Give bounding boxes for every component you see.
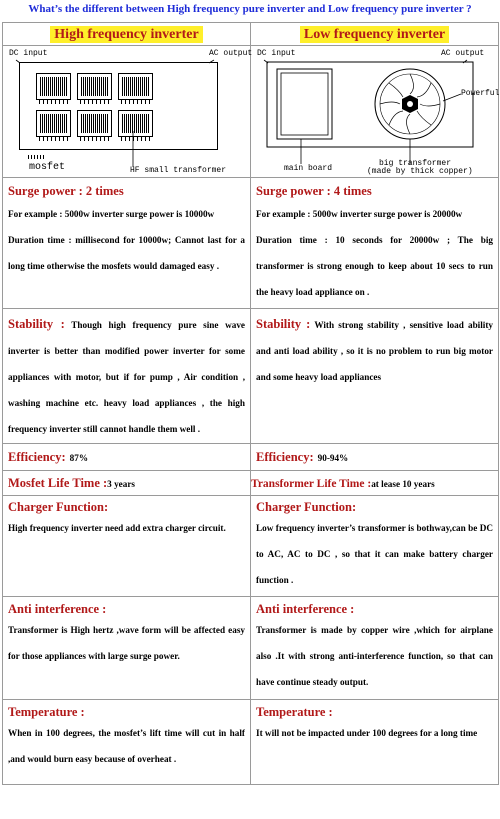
stability-left-text: Though high frequency pure sine wave inverter is better than modified power inverter for some appliances with motor, but if for pump , Air condition , washing machine etc. heavy load appliances , the high frequency inverter still cannot handle them well .	[8, 320, 246, 434]
stability-left-title: Stability :	[8, 317, 65, 331]
stability-right-title: Stability :	[256, 317, 311, 331]
surge-right-title: Surge power : 4 times	[256, 184, 372, 198]
comparison-table	[2, 22, 499, 785]
lf-diagram-cell	[251, 46, 499, 178]
anti-right-title: Anti interference :	[256, 602, 355, 616]
life-right-cell	[251, 471, 499, 496]
header-high-frequency: High frequency inverter	[50, 26, 202, 43]
stability-right-cell	[251, 309, 499, 444]
mosfet-label: mosfet	[29, 162, 66, 173]
hf-transformer-label: HF small transformer	[130, 166, 227, 175]
stability-right-text: With strong stability , sensitive load ability and anti load ability , so it is no problem to run big motor and some heavy load appliances	[256, 320, 493, 382]
temperature-right-title: Temperature :	[256, 705, 333, 719]
hf-ac-output-label: AC output	[209, 49, 253, 58]
anti-left-cell	[3, 597, 251, 700]
lf-ac-output-label: AC output	[441, 49, 485, 58]
hf-diagram	[3, 46, 253, 177]
charger-left-text: High frequency inverter need add extra charger circuit.	[8, 523, 226, 533]
mosfet-life-title: Mosfet Life Time :	[8, 476, 108, 490]
powerful-label: Powerful	[461, 89, 500, 98]
diagram-row	[3, 46, 499, 178]
header-low-frequency: Low frequency inverter	[300, 26, 449, 43]
header-row	[3, 23, 499, 46]
efficiency-left-title: Efficiency:	[8, 450, 66, 464]
anti-left-title: Anti interference :	[8, 602, 107, 616]
stability-left-cell	[3, 309, 251, 444]
temperature-left-title: Temperature :	[8, 705, 85, 719]
surge-right-example: For example : 5000w inverter surge power is 20000w	[256, 209, 463, 219]
stability-row	[3, 309, 499, 444]
surge-row	[3, 178, 499, 309]
temperature-right-text: It will not be impacted under 100 degrees for a long time	[256, 728, 478, 738]
charger-right-cell	[251, 496, 499, 597]
efficiency-right-cell	[251, 444, 499, 471]
thick-copper-label: (made by thick copper)	[367, 167, 473, 176]
hf-dc-input-label: DC input	[9, 49, 48, 58]
efficiency-right-title: Efficiency:	[256, 450, 314, 464]
lf-diagram	[251, 46, 498, 177]
efficiency-row	[3, 444, 499, 471]
transformer-life-value: at lease 10 years	[371, 479, 435, 489]
charger-row	[3, 496, 499, 597]
temperature-row	[3, 700, 499, 785]
temperature-left-text: When in 100 degrees, the mosfet’s lift time will cut in half ,and would burn easy because of overheat .	[8, 728, 245, 764]
life-left-cell	[3, 471, 251, 496]
anti-right-text: Transformer is made by copper wire ,which for airplane also .It with strong anti-interference function, so that can have continue steady output.	[256, 625, 493, 687]
anti-right-cell	[251, 597, 499, 700]
charger-right-title: Charger Function:	[256, 500, 357, 514]
anti-interference-row	[3, 597, 499, 700]
main-board-label: main board	[284, 164, 333, 173]
header-left-cell	[3, 23, 251, 46]
life-time-row	[3, 471, 499, 496]
surge-left-duration: Duration time : millisecond for 10000w; Cannot last for a long time otherwise the mosfets would damaged easy .	[8, 235, 245, 271]
efficiency-left-cell	[3, 444, 251, 471]
surge-left-cell	[3, 178, 251, 309]
surge-left-title: Surge power : 2 times	[8, 184, 124, 198]
stability-right-block	[256, 311, 493, 390]
big-transformer-label: big transformer	[379, 159, 452, 168]
stability-left-block	[8, 311, 245, 442]
charger-left-cell	[3, 496, 251, 597]
efficiency-left-value: 87%	[69, 453, 88, 463]
lf-dc-input-label: DC input	[257, 49, 296, 58]
transformer-life-title: Transformer Life Time :	[251, 478, 372, 490]
page-title: What’s the different between High frequency pure inverter and Low frequency pure inverter ?	[28, 3, 472, 15]
hf-pointer-lines	[3, 46, 251, 177]
surge-right-cell	[251, 178, 499, 309]
surge-left-example: For example : 5000w inverter surge power is 10000w	[8, 209, 215, 219]
efficiency-right-value: 90-94%	[317, 453, 349, 463]
lf-board-drawing	[251, 46, 499, 177]
charger-left-title: Charger Function:	[8, 500, 109, 514]
surge-right-duration: Duration time : 10 seconds for 20000w ; The big transformer is strong enough to keep about 10 secs to run the heavy load appliance on .	[256, 235, 493, 297]
temperature-right-cell	[251, 700, 499, 785]
header-right-cell	[251, 23, 499, 46]
mosfet-life-value: 3 years	[107, 479, 135, 489]
anti-left-text: Transformer is High hertz ,wave form will be affected easy for those appliances with large surge power.	[8, 625, 245, 661]
temperature-left-cell	[3, 700, 251, 785]
charger-right-text: Low frequency inverter’s transformer is bothway,can be DC to AC, AC to DC , so that it can make battery charger function .	[256, 523, 493, 585]
hf-diagram-cell	[3, 46, 251, 178]
